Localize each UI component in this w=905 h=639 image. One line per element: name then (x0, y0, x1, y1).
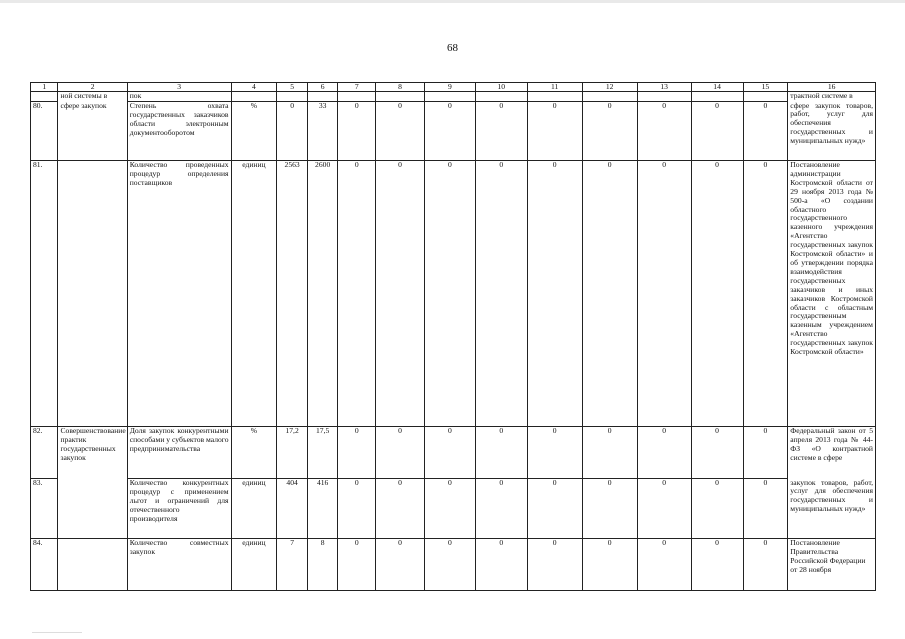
row-value-15: 0 (743, 539, 788, 591)
row-indicator: Количество совместных закупок (127, 539, 231, 591)
row-value-13: 0 (637, 102, 691, 161)
column-header: 3 (127, 83, 231, 92)
column-header: 4 (231, 83, 277, 92)
row-value-11: 0 (527, 539, 582, 591)
column-header: 2 (58, 83, 127, 92)
row-value-14: 0 (691, 539, 743, 591)
row-indicator: Количество конкурентных процедур с применением льгот и ограничений для отечественного производителя (127, 479, 231, 539)
row-value-5: 404 (277, 479, 308, 539)
row-value-10: 0 (475, 161, 527, 427)
row-value-15: 0 (743, 161, 788, 427)
column-header: 11 (527, 83, 582, 92)
row-value-8: 0 (376, 427, 425, 479)
scan-edge (0, 0, 905, 3)
row-value-9: 0 (424, 539, 475, 591)
row-value-14: 0 (691, 479, 743, 539)
column-header: 8 (376, 83, 425, 92)
row-value-7: 0 (338, 102, 376, 161)
continuation-indicator: пок (127, 92, 231, 102)
row-value-13: 0 (637, 539, 691, 591)
row-basis: закупок товаров, работ, услуг для обеспечения государственных и муниципальных нужд» (788, 479, 876, 539)
row-value-13: 0 (637, 161, 691, 427)
row-value-15: 0 (743, 102, 788, 161)
column-header: 14 (691, 83, 743, 92)
row-value-5: 2563 (277, 161, 308, 427)
row-value-11: 0 (527, 161, 582, 427)
row-number: 82. (31, 427, 58, 479)
row-value-8: 0 (376, 102, 425, 161)
row-basis: сфере закупок товаров, работ, услуг для обеспечения государственных и муниципальных нужд» (788, 102, 876, 161)
row-value-9: 0 (424, 427, 475, 479)
column-header: 1 (31, 83, 58, 92)
table-row (31, 161, 876, 427)
column-header: 12 (582, 83, 637, 92)
continuation-section: ной системы в (58, 92, 127, 102)
indicators-table (30, 82, 876, 591)
row-unit: % (231, 427, 277, 479)
row-indicator: Количество проведенных процедур определения поставщиков (127, 161, 231, 427)
row-value-10: 0 (475, 427, 527, 479)
row-value-6: 33 (307, 102, 338, 161)
row-basis: Постановление Правительства Российской Федерации от 28 ноября (788, 539, 876, 591)
row-value-14: 0 (691, 102, 743, 161)
row-unit: % (231, 102, 277, 161)
row-value-9: 0 (424, 479, 475, 539)
row-value-10: 0 (475, 539, 527, 591)
column-header: 13 (637, 83, 691, 92)
table-row (31, 102, 876, 161)
row-value-6: 416 (307, 479, 338, 539)
row-value-8: 0 (376, 161, 425, 427)
column-header: 6 (307, 83, 338, 92)
table-row (31, 427, 876, 479)
row-value-9: 0 (424, 161, 475, 427)
row-indicator: Степень охвата государственных заказчиков области электронным документооборотом (127, 102, 231, 161)
row-value-14: 0 (691, 161, 743, 427)
row-value-12: 0 (582, 161, 637, 427)
row-value-12: 0 (582, 427, 637, 479)
row-number: 83. (31, 479, 58, 539)
row-value-15: 0 (743, 479, 788, 539)
row-value-6: 8 (307, 539, 338, 591)
column-header: 7 (338, 83, 376, 92)
column-header: 15 (743, 83, 788, 92)
row-value-12: 0 (582, 539, 637, 591)
row-section (58, 539, 127, 591)
row-value-12: 0 (582, 479, 637, 539)
column-header: 16 (788, 83, 876, 92)
row-unit: единиц (231, 479, 277, 539)
row-value-10: 0 (475, 479, 527, 539)
row-number: 80. (31, 102, 58, 161)
row-value-10: 0 (475, 102, 527, 161)
row-value-5: 17,2 (277, 427, 308, 479)
row-value-11: 0 (527, 479, 582, 539)
row-number: 81. (31, 161, 58, 427)
row-section (58, 161, 127, 427)
row-value-9: 0 (424, 102, 475, 161)
row-basis: Федеральный закон от 5 апреля 2013 года № 44-ФЗ «О контрактной системе в сфере (788, 427, 876, 479)
row-value-6: 2600 (307, 161, 338, 427)
table-row (31, 479, 876, 539)
row-value-15: 0 (743, 427, 788, 479)
row-value-13: 0 (637, 479, 691, 539)
row-value-7: 0 (338, 539, 376, 591)
row-value-7: 0 (338, 427, 376, 479)
row-value-6: 17,5 (307, 427, 338, 479)
scan-mark (32, 632, 82, 633)
row-value-14: 0 (691, 427, 743, 479)
column-header: 9 (424, 83, 475, 92)
row-value-7: 0 (338, 161, 376, 427)
row-value-13: 0 (637, 427, 691, 479)
row-number: 84. (31, 539, 58, 591)
continuation-row (31, 92, 876, 102)
row-value-8: 0 (376, 539, 425, 591)
row-value-11: 0 (527, 427, 582, 479)
row-basis: Постановление администрации Костромской области от 29 ноября 2013 года № 500-а «О создании областного государственного казенного учреждения «Агентство государственных закупок Костромской области» и об утверждении порядка взаимодействия государственных заказчиков и иных заказчиков Костромской области с областным государственным казенным учреждением «Агентство государственных закупок Костромской области» (788, 161, 876, 427)
row-value-11: 0 (527, 102, 582, 161)
row-value-8: 0 (376, 479, 425, 539)
row-section: сфере закупок (58, 102, 127, 161)
row-value-7: 0 (338, 479, 376, 539)
row-section (58, 479, 127, 539)
table-row (31, 539, 876, 591)
page-number: 68 (447, 42, 458, 54)
row-indicator: Доля закупок конкурентными способами у субъектов малого предпринимательства (127, 427, 231, 479)
row-unit: единиц (231, 161, 277, 427)
row-value-5: 0 (277, 102, 308, 161)
column-header: 5 (277, 83, 308, 92)
continuation-basis: трактной системе в (788, 92, 876, 102)
column-header: 10 (475, 83, 527, 92)
row-unit: единиц (231, 539, 277, 591)
row-value-12: 0 (582, 102, 637, 161)
row-section: Совершенствование практик государственных закупок (58, 427, 127, 479)
column-number-row (31, 83, 876, 92)
row-value-5: 7 (277, 539, 308, 591)
